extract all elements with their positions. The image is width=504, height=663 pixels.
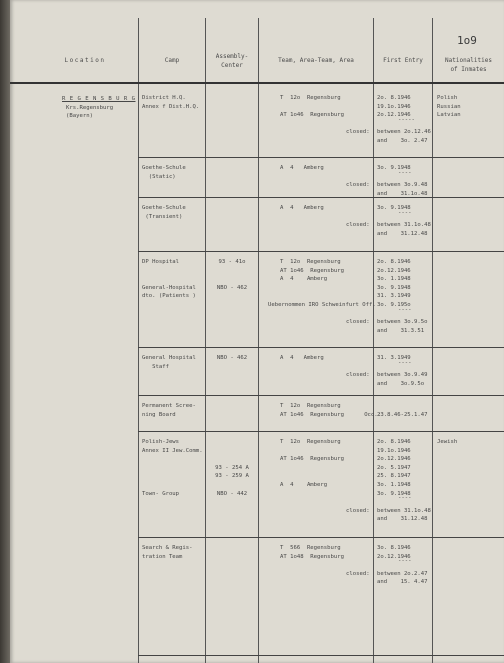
entry-date: 31. 3.1949 [377,355,411,361]
header-assembly-center: Assembly- Center [215,53,249,69]
team-entry: A 4 Amberg [280,205,324,211]
entry-date: 2o.12.1946 [377,267,411,274]
row-divider [138,157,504,158]
team-entry: AT 1o46 Regensburg [280,267,344,274]
location-state: (Bayern) [66,113,93,119]
team-entry: T 566 Regensburg [280,545,341,551]
entry-date: between 3o.9.5o [377,319,428,326]
book-spine [0,0,10,663]
entry-underline: ---- [398,169,412,176]
entry-date: 31. 3.1949 [377,293,411,300]
entry-date: 2o.12.1946 [377,112,411,119]
closed-label: closed: [346,129,370,136]
entry-date: 2o. 8.1946 [377,95,411,101]
nationalities: Jewish [437,439,458,445]
entry-date: between 2o.2.47 [377,570,428,577]
team-entry: AT 1o48 Regensburg [280,553,344,560]
row-divider [138,197,504,198]
closed-label: closed: [346,319,370,326]
entry-date: 3o. 9.195o [377,302,411,308]
camp-name: Search & Regis- tration Team [142,545,193,560]
closed-label: closed: [346,570,370,577]
closed-label: closed: [346,182,370,189]
entry-date: 3o. 9.1948 [377,205,411,211]
entry-date: 3o. 9.1948 [377,490,411,497]
entry-date: between 31.1o.48 [377,507,431,514]
entry-date: and 31.12.48 [377,230,428,237]
entry-underline: ---- [398,495,412,502]
page-number: 1o9 [457,34,477,47]
column-divider [432,18,433,663]
column-divider [205,18,206,663]
entry-underline: ----- [398,116,415,123]
row-divider [138,347,504,348]
team-entry: A 4 Amberg [280,165,324,171]
row-divider [138,251,504,252]
team-entry: AT 1o46 Regensburg Occ.: [280,411,382,418]
camp-name: Goethe-Schule (Transient) [142,205,186,220]
column-divider [373,18,374,663]
location-name: R E G E N S B U R G [62,96,136,102]
entry-date: 25. 8.1947 [377,473,411,480]
camp-name: Permanent Scree- ning Board [142,403,196,418]
header-rule [10,82,504,84]
location-district: Krs.Regensburg [66,105,114,111]
entry-date: and 31.3.51 [377,327,425,334]
entry-date: between 31.1o.48 [377,222,431,229]
row-divider [138,655,504,656]
entry-underline: ---- [398,209,412,216]
header-team: Team, Area-Team, Area [278,57,354,64]
entry-date: 2o. 8.1946 [377,259,411,265]
camp-name: Polish-Jews Annex II Jew.Comm. Town- Group [142,439,203,497]
entry-date: and 3o. 2.47 [377,138,428,144]
entry-date: 3o. 1.1948 [377,482,411,488]
header-first-entry: First Entry [383,57,423,64]
document-page [10,0,504,663]
assembly-center: 93 - 254 A 93 - 259 A NBO - 442 [215,464,249,497]
camp-name: General Hospital Staff [142,355,196,370]
closed-label: closed: [346,222,370,229]
closed-label: closed: [346,507,370,514]
entry-date: 2o. 8.1946 [377,439,411,445]
camp-name: District H.Q. Annex f Dist.H.Q. [142,95,200,110]
header-camp: Camp [164,57,180,64]
team-entry: T 12o Regensburg [280,95,341,101]
entry-date: 19.1o.1946 [377,447,411,454]
team-entry: Uebernommen IRO Schweinfurt Off. [268,302,376,308]
column-divider [138,18,139,663]
entry-date: 19.1o.1946 [377,103,411,110]
team-entry: AT 1o46 Regensburg [280,112,344,119]
team-entry: A 4 Amberg [280,355,324,361]
entry-date: 3o. 9.1948 [377,284,411,291]
entry-date: and 31.1o.48 [377,190,428,197]
entry-underline: ---- [398,558,412,565]
entry-date: 2o.12.1946 [377,456,411,463]
entry-date: 2o.12.1946 [377,553,411,560]
header-location: Location [64,57,106,64]
team-entry: T 12o Regensburg [280,439,341,445]
entry-date: 3o. 8.1946 [377,545,411,551]
assembly-center: 93 - 41o NBO - 462 [216,259,248,291]
entry-date: 2o. 5.1947 [377,464,411,471]
team-entry: AT 1o46 Regensburg [280,456,344,463]
team-entry: A 4 Amberg [280,276,328,283]
entry-date: and 15. 4.47 [377,579,428,586]
assembly-center: NBO - 462 [216,355,248,361]
team-entry: T 12o Regensburg [280,403,341,409]
camp-name: DP Hospital General-Hospital dto. (Patients ) [142,259,196,300]
row-divider [138,431,504,432]
row-divider [138,537,504,538]
entry-underline: ---- [398,306,412,313]
header-nationalities: Nationalities of Inmates [445,57,492,73]
entry-date: 3o. 1.1948 [377,276,411,283]
entry-date: 23.8.46-25.1.47 [377,411,428,418]
entry-date: between 3o.9.48 [377,182,428,189]
nationalities: Polish Russian Latvian [437,95,461,119]
team-entry: T 12o Regensburg [280,259,341,265]
entry-date: between 3o.9.49 [377,372,428,379]
camp-name: Goethe-Schule (Static) [142,165,186,180]
column-divider [258,18,259,663]
entry-underline: ---- [398,359,412,366]
closed-label: closed: [346,372,370,379]
team-entry: A 4 Amberg [280,482,328,488]
entry-date: between 2o.12.46 [377,129,431,136]
entry-date: 3o. 9.1948 [377,165,411,171]
row-divider [138,395,504,396]
entry-date: and 31.12.48 [377,516,428,523]
entry-date: and 3o.9.5o [377,380,425,387]
